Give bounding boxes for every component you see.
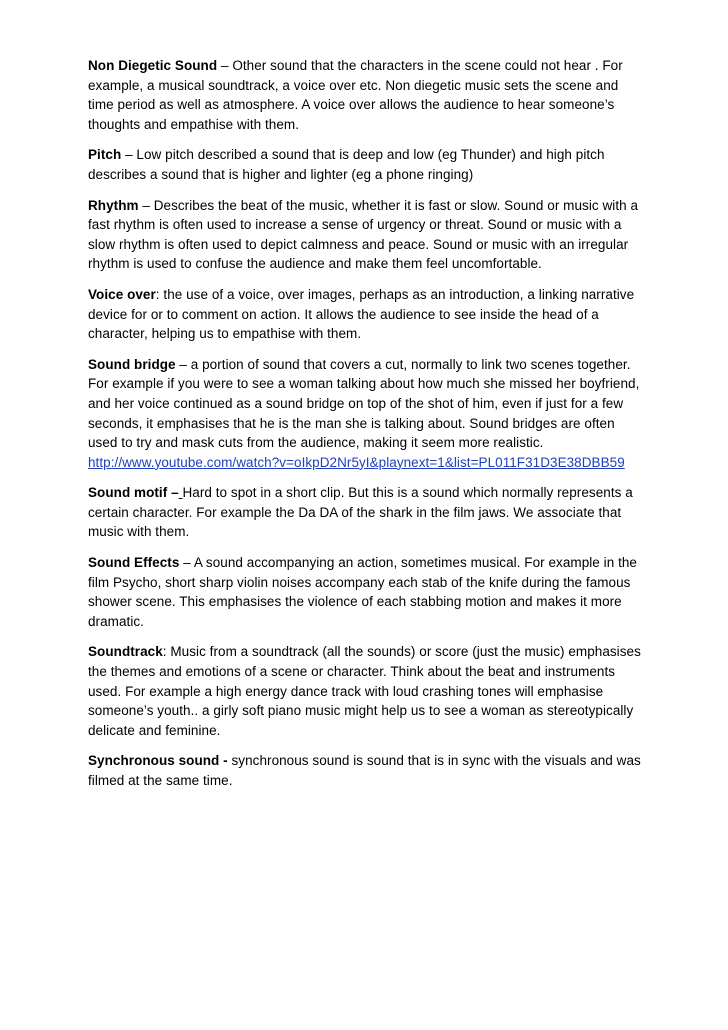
paragraph-voice-over [88,285,644,344]
paragraph-rhythm [88,196,644,274]
paragraph-pitch [88,145,644,184]
paragraph-non-diegetic-sound [88,56,644,134]
youtube-link[interactable]: http://www.youtube.com/watch?v=oIkpD2Nr5yI&playnext=1&list=PL011F31D3E38DBB59 [88,454,625,470]
paragraph-sound-motif [88,483,644,542]
paragraph-sound-bridge [88,355,644,473]
paragraph-soundtrack [88,642,644,740]
term-synchronous-sound: Synchronous sound - [88,753,228,769]
term-non-diegetic-sound: Non Diegetic Sound [88,58,218,73]
term-sound-effects: Sound Effects [88,555,180,571]
paragraph-synchronous-sound [88,751,644,790]
definition-voice-over: : the use of a voice, over images, perhaps as an introduction, a linking narrative device for or to comment on action. It allows the audience to see inside the head of a character, helping us to empathise with them. [88,286,635,342]
definition-soundtrack: : Music from a soundtrack (all the sounds) or score (just the music) emphasises the themes and emotions of a scene or character. Think about the beat and instruments used. For example a high energy dance track with loud crashing tones will emphasise someone’s youth.. a girly soft piano music might help us to see a woman as stereotypically delicate and feminine. [88,644,641,738]
term-sound-motif: Sound motif – [88,485,179,501]
definition-rhythm: – Describes the beat of the music, whether it is fast or slow. Sound or music with a fast rhythm is often used to increase a sense of urgency or threat. Sound or music with a slow rhythm is often used to depict calmness and peace. Sound or music with an irregular rhythm is used to confuse the audience and make them feel uncomfortable. [88,197,639,272]
term-pitch: Pitch [88,147,122,163]
term-sound-bridge: Sound bridge [88,356,176,372]
term-soundtrack: Soundtrack [88,644,163,660]
term-voice-over: Voice over [88,286,156,302]
paragraph-sound-effects [88,553,644,631]
definition-sound-motif: Hard to spot in a short clip. But this is a sound which normally represents a certain character. For example the Da DA of the shark in the film jaws. We associate that music with them. [88,485,633,540]
definition-sound-effects: – A sound accompanying an action, sometimes musical. For example in the film Psycho, short sharp violin noises accompany each stab of the knife during the famous shower scene. This emphasises the violence of each stabbing motion and makes it more dramatic. [88,555,637,629]
definition-sound-bridge: – a portion of sound that covers a cut, normally to link two scenes together. For example if you were to see a woman talking about how much she missed her boyfriend, and her voice continued as a sound bridge on top of the shot of him, even if just for a few seconds, it emphasises that he is the man she is talking about. Sound bridges are often used to try and mask cuts from the audience, making it seem more realistic. [88,356,640,451]
definition-synchronous-sound: synchronous sound is sound that is in sync with the visuals and was filmed at the same time. [88,753,641,788]
term-rhythm: Rhythm [88,197,139,213]
definition-pitch: – Low pitch described a sound that is deep and low (eg Thunder) and high pitch describes a sound that is higher and lighter (eg a phone ringing) [88,147,605,182]
definition-non-diegetic-sound: – Other sound that the characters in the scene could not hear . For example, a musical soundtrack, a voice over etc. Non diegetic music sets the scene and time period as well as atmosphere. A voice over allows the audience to hear someone’s thoughts and empathise with them. [88,58,623,132]
